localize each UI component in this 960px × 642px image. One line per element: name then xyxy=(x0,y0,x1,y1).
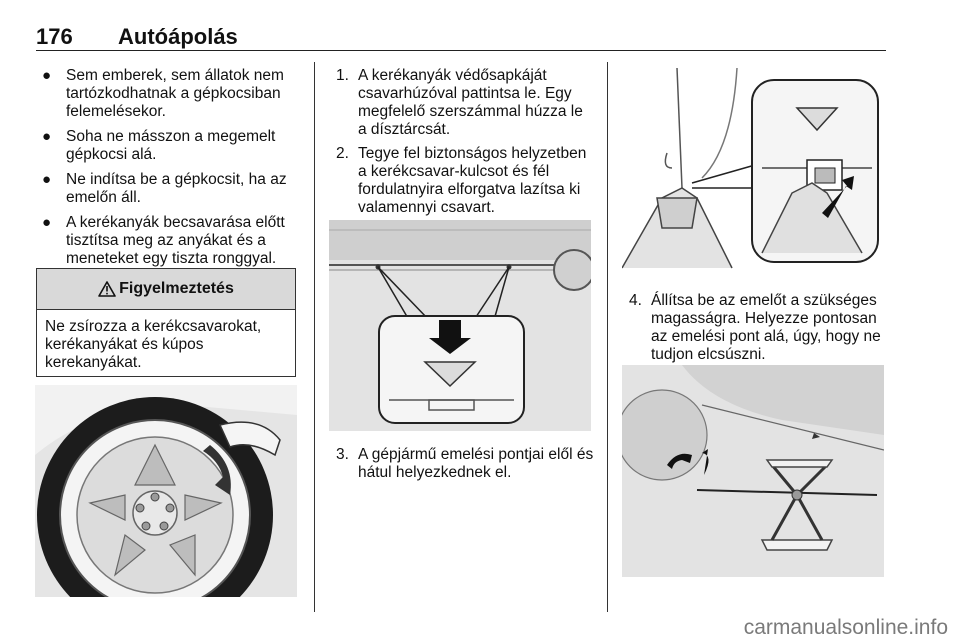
scissor-jack-illustration xyxy=(622,365,884,577)
step-item: 4. Állítsa be az emelőt a szükséges magasságra. Helyezze pontosan az emelési pont alá, úgy, hogy ne tudjon elcsúszni. xyxy=(629,292,881,363)
warning-box xyxy=(36,268,296,377)
jack-position-illustration xyxy=(622,68,884,276)
step-item: 1. A kerékanyák védősapkáját csavarhúzóval pattintsa le. Egy megfelelő szerszámmal húzza le a dísztárcsát. xyxy=(336,67,583,138)
hubcap-removal-illustration xyxy=(35,385,297,597)
warning-text: Ne zsírozza a kerékcsavarokat, kerékanyákat és kúpos kerekanyákat. xyxy=(45,318,262,371)
column-divider xyxy=(607,62,608,612)
bullet-item: ● Sem emberek, sem állatok nem tartózkodhatnak a gépkocsiban felemelésekor. xyxy=(42,67,284,120)
lifting-points-illustration xyxy=(329,220,591,431)
page-number: 176 xyxy=(36,24,73,49)
step-item: 2. Tegye fel biztonságos helyzetben a kerékcsavar-kulcsot és fél fordulatnyira elforgatva lazítsa ki valamennyi csavart. xyxy=(336,145,587,216)
warning-title: Figyelmeztetés xyxy=(119,280,234,297)
page-header xyxy=(36,22,886,51)
bullet-item: ● Soha ne másszon a megemelt gépkocsi alá. xyxy=(42,128,276,163)
bullet-item: ● Ne indítsa be a gépkocsit, ha az emelőn áll. xyxy=(42,171,287,206)
bullet-icon: ● xyxy=(42,214,52,231)
instruction-steps xyxy=(629,292,887,370)
bullet-icon: ● xyxy=(42,128,52,145)
instruction-steps xyxy=(336,67,594,223)
step-item: 3. A gépjármű emelési pontjai elől és hátul helyezkednek el. xyxy=(336,446,594,481)
bullet-icon: ● xyxy=(42,67,52,84)
bullet-list xyxy=(38,67,300,275)
bullet-item: ● A kerékanyák becsavarása előtt tisztítsa meg az anyákat és a meneteket egy tiszta ronggyal. xyxy=(42,214,285,267)
column-divider xyxy=(314,62,315,612)
warning-triangle-icon xyxy=(98,281,116,297)
warning-header xyxy=(37,269,295,310)
watermark: carmanualsonline.info xyxy=(743,616,948,639)
section-title: Autóápolás xyxy=(118,24,238,49)
bullet-icon: ● xyxy=(42,171,52,188)
instruction-steps xyxy=(336,446,594,488)
